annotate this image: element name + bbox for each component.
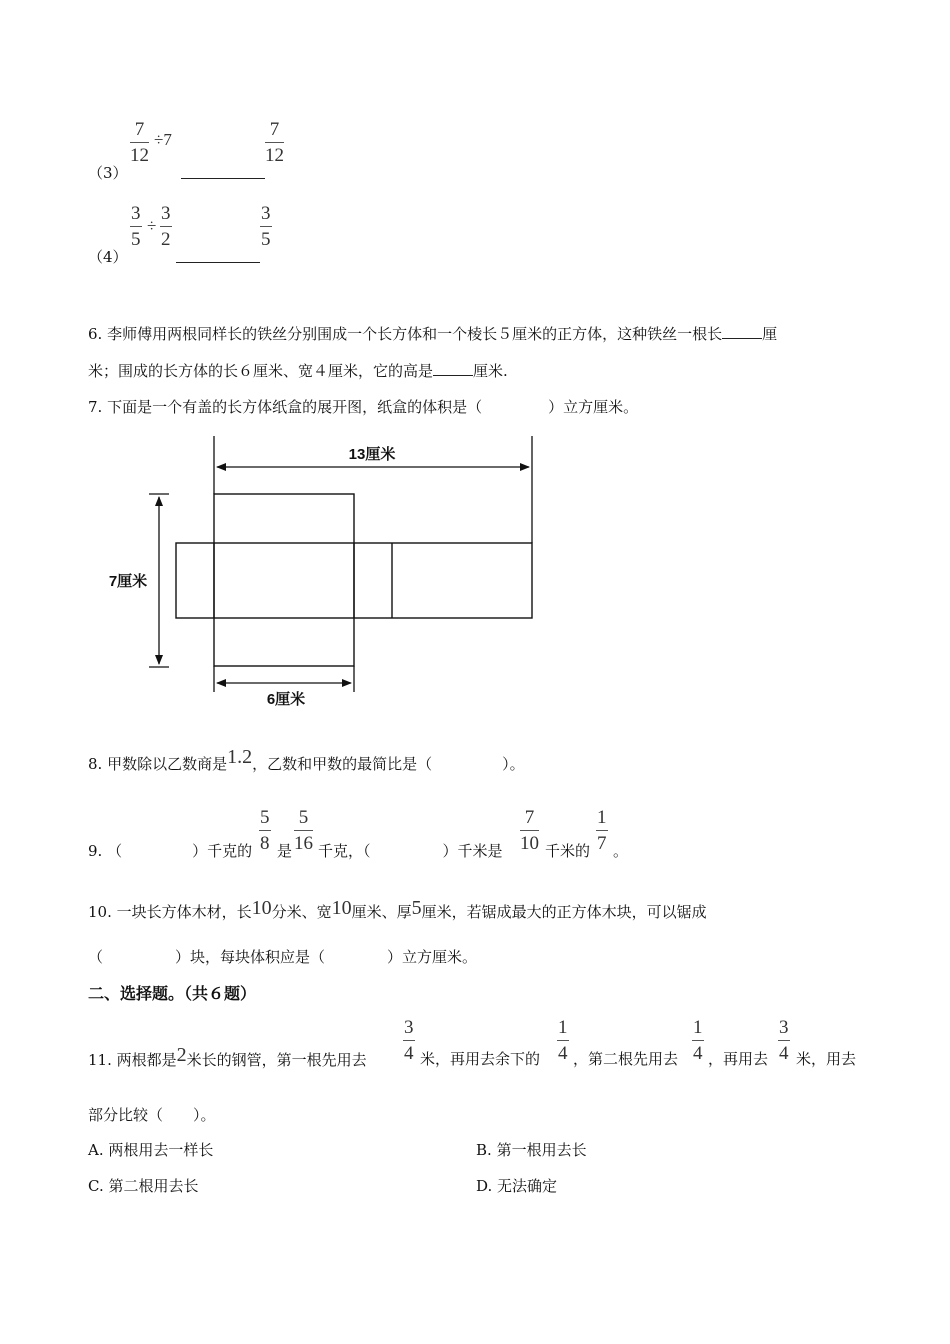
option-a[interactable]: A. 两根用去一样长: [88, 1141, 214, 1159]
fraction: $\frac{3}{5}$: [131, 203, 141, 250]
fraction: $\frac{5}{16}$: [294, 807, 313, 854]
fraction: $\frac{3}{4}$: [404, 1017, 414, 1064]
part-label: （3）: [88, 164, 128, 182]
fraction: $\frac{3}{5}$: [261, 203, 271, 250]
fraction: $\frac{3}{4}$: [779, 1017, 789, 1064]
question-8: 8. 甲数除以乙数商是1.2，乙数和甲数的最简比是（ ）。: [88, 746, 525, 773]
fraction: $\frac{7}{12}$: [265, 119, 284, 166]
top-dimension-label: 13厘米: [348, 446, 396, 463]
net-vertical-strip: [214, 494, 354, 666]
fraction: $\frac{7}{12}$: [130, 119, 149, 166]
fraction: $\frac{5}{8}$: [260, 807, 270, 854]
left-dimension-label: 7厘米: [108, 573, 148, 590]
fraction: $\frac{1}{4}$: [693, 1017, 703, 1064]
option-b[interactable]: B. 第一根用去长: [476, 1141, 587, 1159]
part-label: （4）: [88, 248, 128, 266]
fraction: $\frac{1}{4}$: [558, 1017, 568, 1064]
section-heading: 二、选择题。（共６题）: [88, 984, 257, 1003]
fraction: $\frac{3}{2}$: [161, 203, 171, 250]
bottom-dimension-label: 6厘米: [266, 691, 306, 708]
fraction: $\frac{7}{10}$: [520, 807, 539, 854]
option-c[interactable]: C. 第二根用去长: [88, 1177, 199, 1195]
option-d[interactable]: D. 无法确定: [476, 1177, 558, 1195]
fraction: $\frac{1}{7}$: [597, 807, 607, 854]
